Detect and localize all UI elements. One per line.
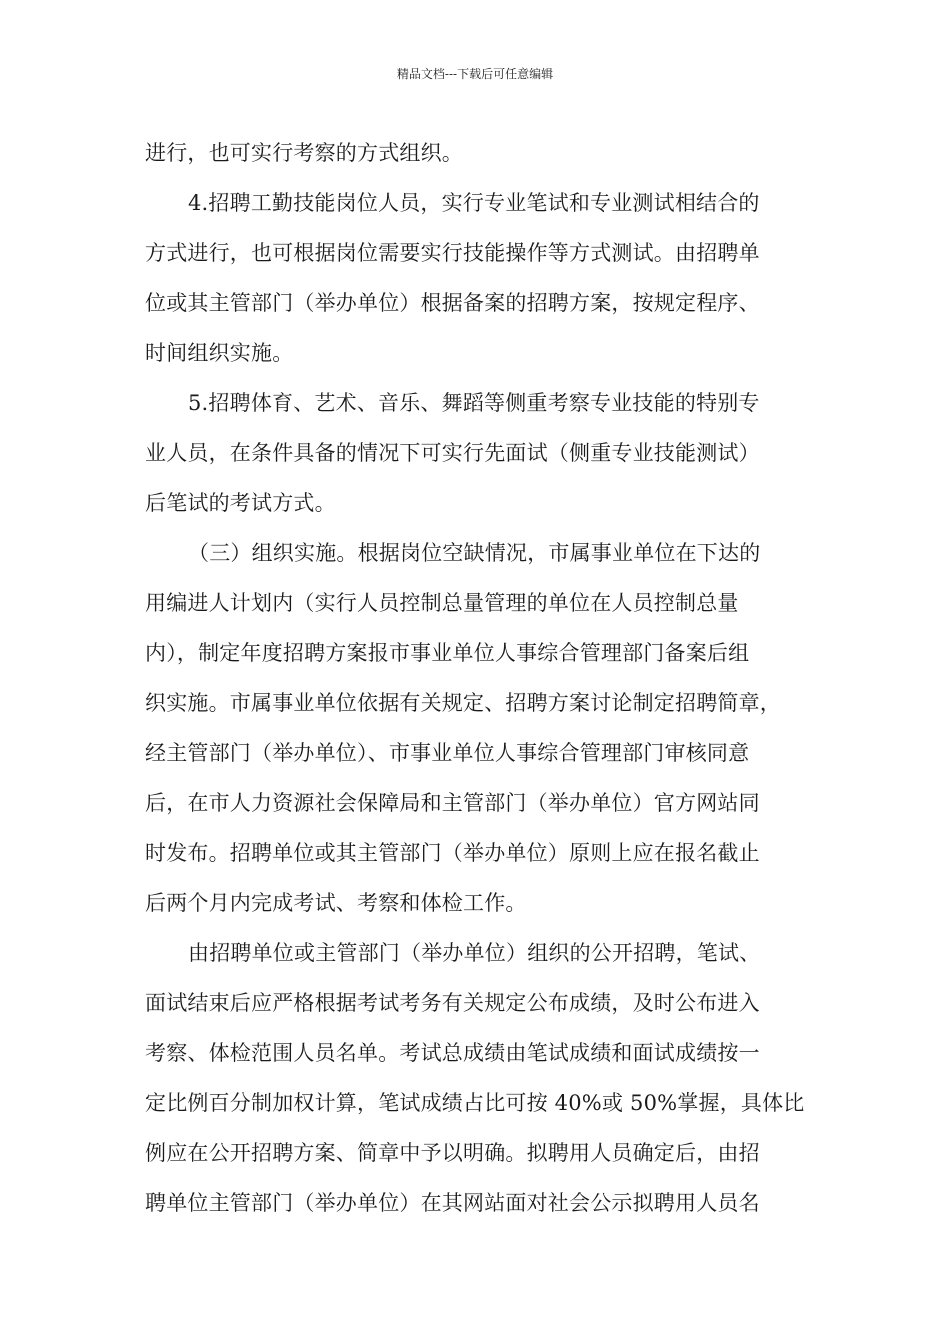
text-line: 时发布。招聘单位或其主管部门（举办单位）原则上应在报名截止 [145,841,760,865]
page-header: 精品文档---下载后可任意编辑 [396,67,554,81]
text-line: 用编进人计划内（实行人员控制总量管理的单位在人员控制总量 [145,591,739,615]
text-line: 后两个月内完成考试、考察和体检工作。 [145,891,527,915]
text-line: 后，在市人力资源社会保障局和主管部门（举办单位）官方网站同 [145,791,760,815]
text-line: 进行，也可实行考察的方式组织。 [145,141,463,165]
text-line: 业人员，在条件具备的情况下可实行先面试（侧重专业技能测试） [145,441,760,465]
text-line: 位或其主管部门（举办单位）根据备案的招聘方案，按规定程序、 [145,291,760,315]
text-line: 方式进行，也可根据岗位需要实行技能操作等方式测试。由招聘单 [145,241,760,265]
text-line: 定比例百分制加权计算，笔试成绩占比可按 40%或 50%掌握，具体比 [145,1091,805,1115]
text-line: （三）组织实施。根据岗位空缺情况，市属事业单位在下达的 [188,541,761,565]
text-line: 聘单位主管部门（举办单位）在其网站面对社会公示拟聘用人员名 [145,1191,760,1215]
text-line: 织实施。市属事业单位依据有关规定、招聘方案讨论制定招聘简章， [145,691,781,715]
text-line: 时间组织实施。 [145,341,294,365]
text-line: 5.招聘体育、艺术、音乐、舞蹈等侧重考察专业技能的特别专 [188,391,760,415]
text-line: 经主管部门（举办单位）、市事业单位人事综合管理部门审核同意 [145,741,750,765]
text-line: 例应在公开招聘方案、简章中予以明确。拟聘用人员确定后，由招 [145,1141,760,1165]
text-line: 考察、体检范围人员名单。考试总成绩由笔试成绩和面试成绩按一 [145,1041,760,1065]
text-line: 由招聘单位或主管部门（举办单位）组织的公开招聘，笔试、 [188,941,761,965]
text-line: 后笔试的考试方式。 [145,491,336,515]
text-line: 面试结束后应严格根据考试考务有关规定公布成绩，及时公布进入 [145,991,760,1015]
text-line: 内），制定年度招聘方案报市事业单位人事综合管理部门备案后组 [145,641,750,665]
document-body [145,128,815,1228]
text-line: 4.招聘工勤技能岗位人员，实行专业笔试和专业测试相结合的 [188,191,760,215]
